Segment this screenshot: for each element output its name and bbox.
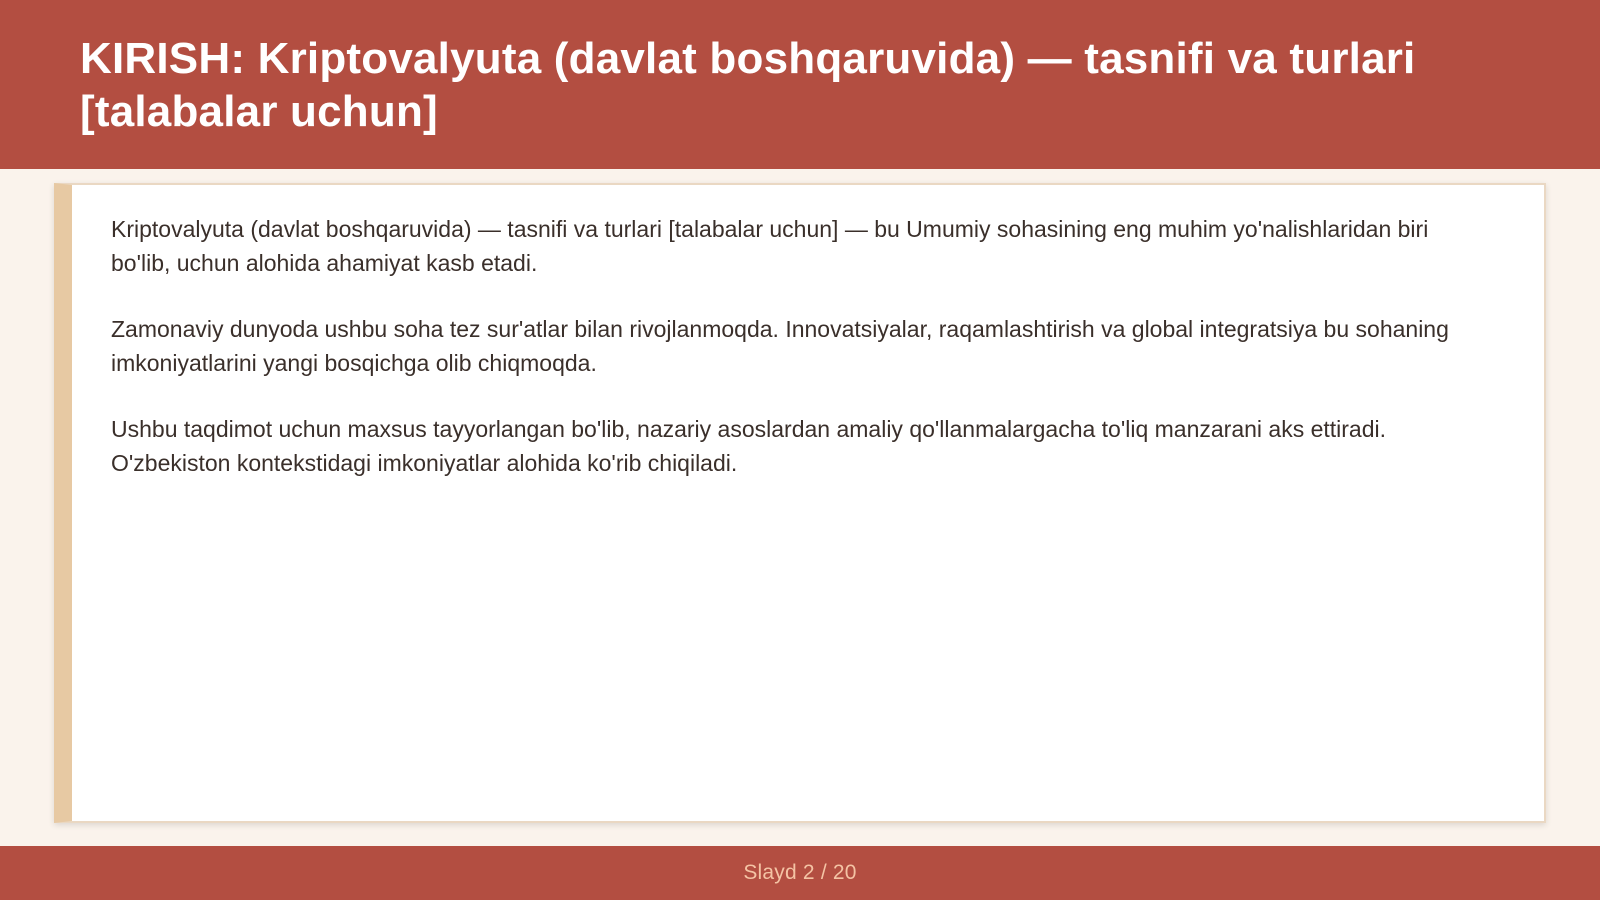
paragraph-2: Zamonaviy dunyoda ushbu soha tez sur'atlar bilan rivojlanmoqda. Innovatsiyalar, raqamlashtirish va global integratsiya bu sohaning imkoniyatlarini yangi bosqichga olib chiqmoqda. bbox=[111, 316, 1449, 376]
paragraph-3: Ushbu taqdimot uchun maxsus tayyorlangan bo'lib, nazariy asoslardan amaliy qo'llanmalargacha to'liq manzarani aks ettiradi. O'zbekiston kontekstidagi imkoniyatlar alohida ko'rib chiqiladi. bbox=[111, 416, 1387, 476]
slide-footer bbox=[0, 846, 1600, 900]
slide-title: KIRISH: Kriptovalyuta (davlat boshqaruvida) — tasnifi va turlari [talabalar uchun] bbox=[80, 34, 1416, 136]
content-text bbox=[111, 212, 1491, 512]
slide-number: Slayd 2 / 20 bbox=[743, 861, 857, 884]
slide-header bbox=[0, 0, 1600, 169]
paragraph-1: Kriptovalyuta (davlat boshqaruvida) — tasnifi va turlari [talabalar uchun] — bu Umumiy sohasining eng muhim yo'nalishlaridan biri bo'lib, uchun alohida ahamiyat kasb etadi. bbox=[111, 216, 1429, 276]
